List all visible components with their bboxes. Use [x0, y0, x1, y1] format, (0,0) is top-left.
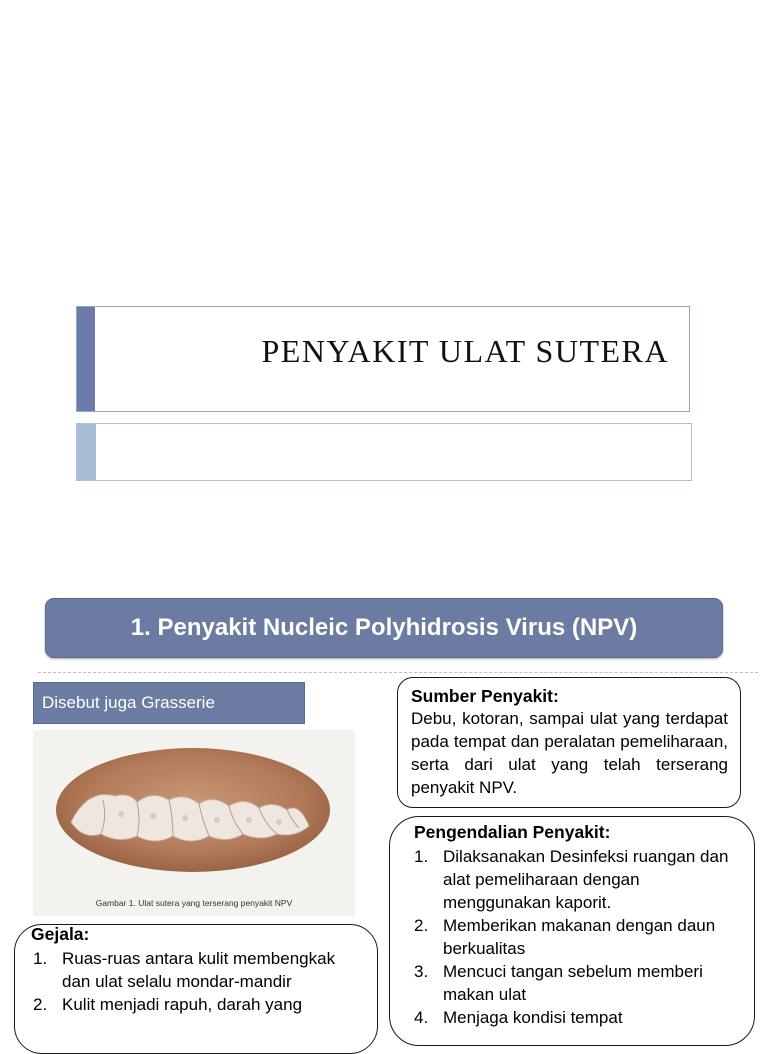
list-number: 4.	[414, 1008, 429, 1027]
list-number: 1.	[33, 949, 48, 968]
pengendalian-title: Pengendalian Penyakit:	[414, 822, 611, 842]
list-number: 3.	[414, 962, 429, 981]
sumber-text: Debu, kotoran, sampai ulat yang terdapat pada tempat dan peralatan pemeliharaan, serta dari ulat yang telah terserang penyakit NPV.	[411, 709, 728, 797]
pengendalian-list	[414, 845, 744, 1029]
sumber-box	[397, 677, 741, 808]
list-text: Mencuci tangan sebelum memberi makan ulat	[443, 962, 703, 1004]
alias-label: Disebut juga Grasserie	[33, 682, 305, 724]
slide-title: PENYAKIT ULAT SUTERA	[261, 333, 669, 369]
list-number: 2.	[33, 995, 48, 1014]
title-box	[76, 306, 690, 412]
photo-caption: Gambar 1. Ulat sutera yang terserang penyakit NPV	[95, 898, 293, 908]
section-header: 1. Penyakit Nucleic Polyhidrosis Virus (NPV)	[45, 598, 723, 658]
sumber-title: Sumber Penyakit:	[411, 686, 559, 706]
dashed-divider	[38, 672, 758, 673]
list-item	[33, 993, 365, 1016]
list-item	[414, 914, 744, 960]
list-item	[414, 960, 744, 1006]
gejala-list	[33, 947, 365, 1016]
list-text: Ruas-ruas antara kulit membengkak dan ulat selalu mondar-mandir	[62, 949, 336, 991]
list-item	[33, 947, 365, 993]
subtitle-box	[76, 423, 692, 481]
list-text: Kulit menjadi rapuh, darah yang	[62, 995, 303, 1014]
silkworm-image	[33, 730, 355, 916]
list-number: 1.	[414, 847, 429, 866]
gejala-box	[14, 924, 378, 1054]
list-text: Menjaga kondisi tempat	[443, 1008, 623, 1027]
title-accent-bar	[77, 307, 95, 411]
list-item	[414, 845, 744, 914]
gejala-title: Gejala:	[31, 924, 90, 944]
pengendalian-box	[389, 816, 755, 1046]
subtitle-accent-bar	[77, 424, 96, 480]
silkworm-photo	[33, 730, 355, 916]
list-item	[414, 1006, 744, 1029]
list-number: 2.	[414, 916, 429, 935]
list-text: Memberikan makanan dengan daun berkualitas	[443, 916, 716, 958]
list-text: Dilaksanakan Desinfeksi ruangan dan alat pemeliharaan dengan menggunakan kaporit.	[443, 847, 729, 912]
